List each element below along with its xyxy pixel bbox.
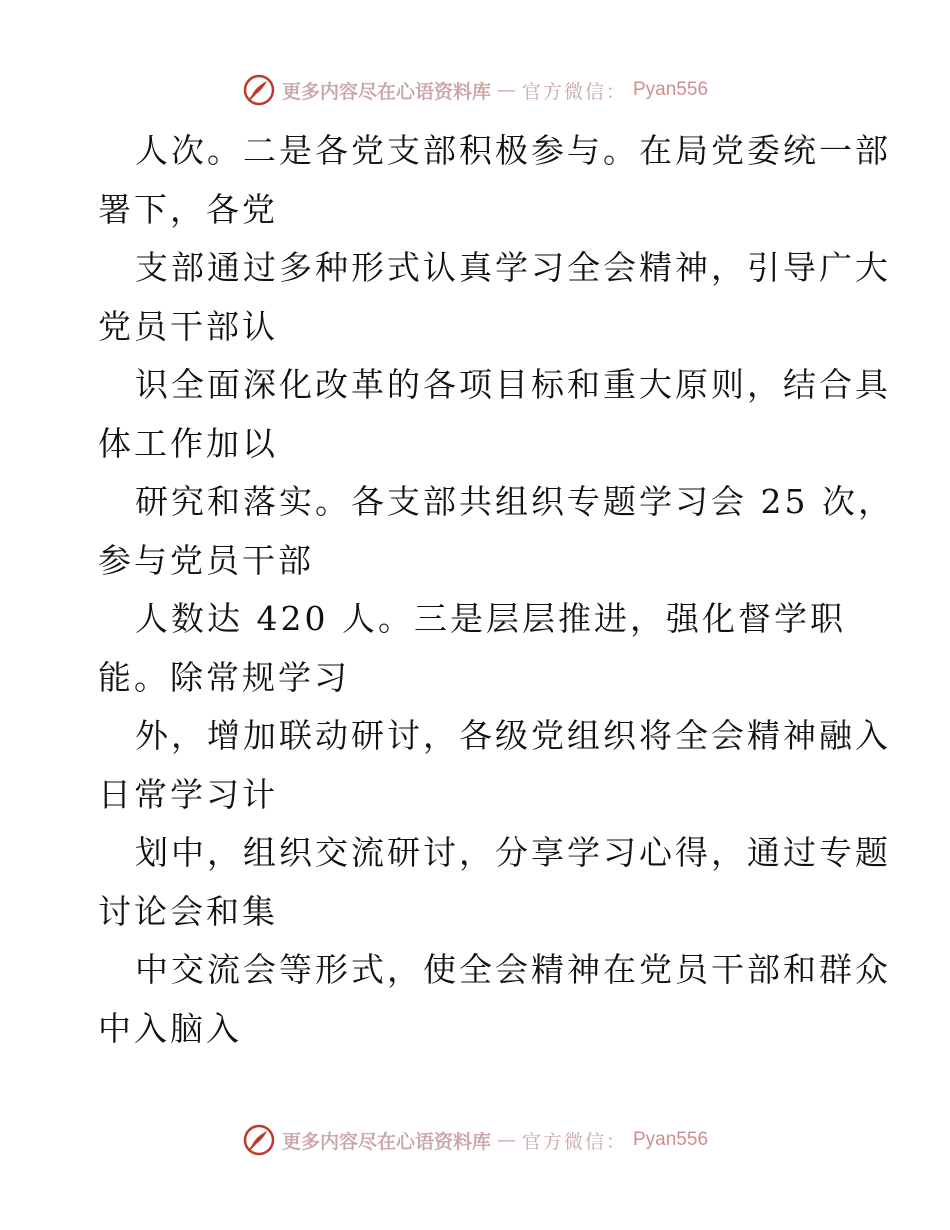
- text-line: 中入脑入: [98, 1008, 242, 1048]
- text-line: 中交流会等形式，使全会精神在党员干部和群众: [135, 950, 891, 989]
- watermark-wechat-id: Pyan556: [633, 1129, 709, 1150]
- quill-logo-icon: [242, 1123, 276, 1157]
- text-line: 划中，组织交流研讨，分享学习心得，通过专题: [135, 833, 891, 872]
- header-watermark: [0, 70, 950, 110]
- watermark-wechat-label: 官方微信：: [521, 80, 627, 103]
- watermark-dash: —: [496, 79, 516, 101]
- text-line: 人次。二是各党支部积极参与。在局党委统一部: [135, 131, 891, 170]
- watermark-main-text: 更多内容尽在心语资料库: [281, 80, 491, 103]
- text-line: 识全面深化改革的各项目标和重大原则，结合具: [135, 365, 891, 404]
- watermark-wechat-label: 官方微信：: [521, 1130, 627, 1153]
- text-line: 讨论会和集: [98, 891, 278, 931]
- text-line: 日常学习计: [98, 774, 278, 814]
- footer-watermark: [0, 1120, 950, 1160]
- text-line: 研究和落实。各支部共组织专题学习会 25 次，: [135, 482, 894, 521]
- text-line: 参与党员干部: [98, 540, 314, 580]
- quill-logo-icon: [242, 73, 276, 107]
- text-line: 能。除常规学习: [98, 657, 350, 697]
- text-line: 体工作加以: [98, 423, 278, 463]
- watermark-wechat-id: Pyan556: [633, 79, 709, 100]
- text-line: 外，增加联动研讨，各级党组织将全会精神融入: [135, 716, 891, 755]
- text-line: 支部通过多种形式认真学习全会精神，引导广大: [135, 248, 891, 287]
- text-line: 党员干部认: [98, 306, 278, 346]
- watermark-dash: —: [496, 1129, 516, 1151]
- watermark-main-text: 更多内容尽在心语资料库: [281, 1130, 491, 1153]
- text-line: 人数达 420 人。三是层层推进，强化督学职: [135, 599, 846, 638]
- document-body: [98, 122, 894, 1058]
- text-line: 署下，各党: [98, 189, 278, 229]
